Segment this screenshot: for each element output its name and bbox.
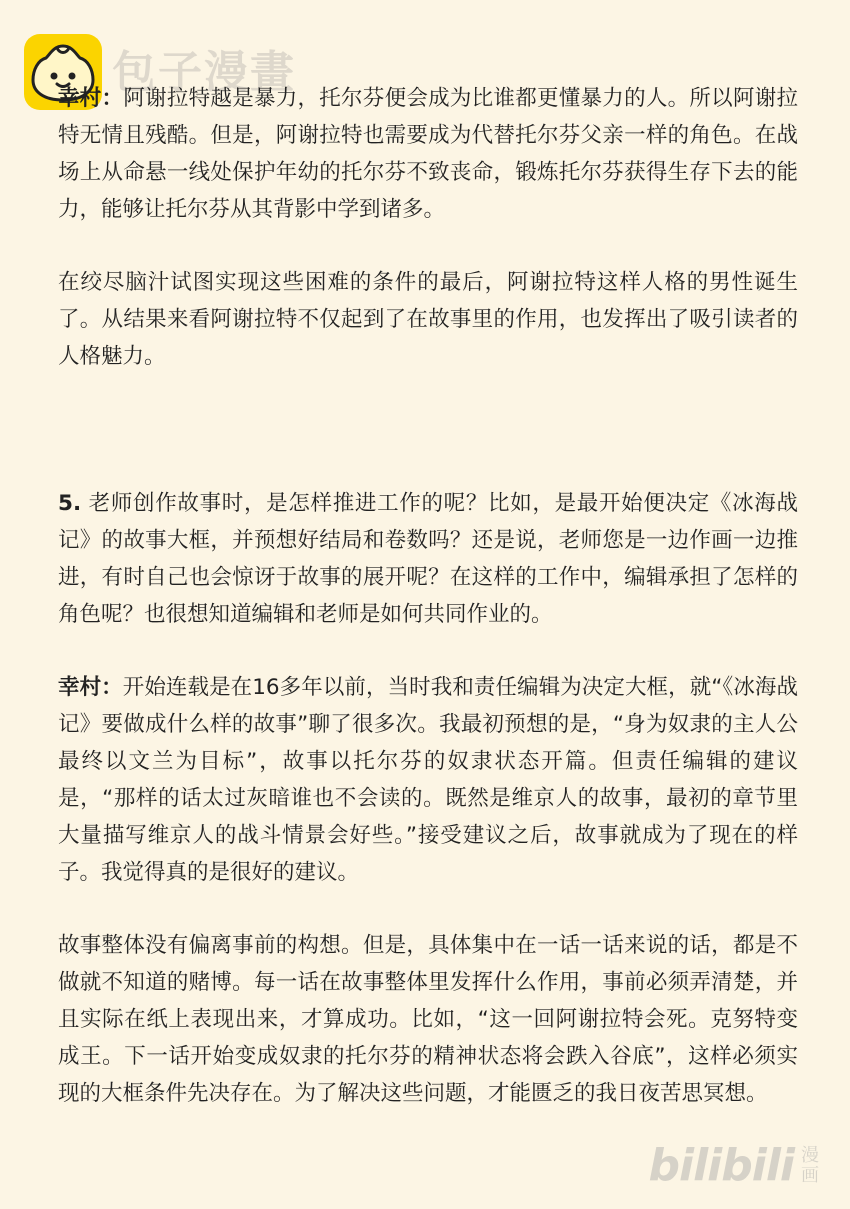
paragraph-text: 开始连载是在16多年以前，当时我和责任编辑为决定大框，就“《冰海战记》要做成什么样的故事”聊了很多次。我最初预想的是，“身为奴隶的主人公最终以文兰为目标”，故事以托尔芬的奴隶状态开篇。但责任编辑的建议是，“那样的话太过灰暗谁也不会读的。既然是维京人的故事，最初的章节里大量描写维京人的战斗情景会好些。”接受建议之后，故事就成为了现在的样子。我觉得真的是很好的建议。 xyxy=(58,675,798,885)
answer-paragraph xyxy=(58,669,798,891)
question-5 xyxy=(58,485,798,633)
watermark-text: bilibili xyxy=(648,1140,794,1191)
watermark-sub: 漫画 xyxy=(801,1144,819,1186)
bilibili-watermark xyxy=(649,1140,820,1191)
speaker-label: 幸村： xyxy=(58,86,124,111)
paragraph-1 xyxy=(58,80,798,228)
paragraph-2 xyxy=(58,264,798,375)
paragraph-text: 阿谢拉特越是暴力，托尔芬便会成为比谁都更懂暴力的人。所以阿谢拉特无情且残酷。但是，阿谢拉特也需要成为代替托尔芬父亲一样的角色。在战场上从命悬一线处保护年幼的托尔芬不致丧命，锻炼托尔芬获得生存下去的能力，能够让托尔芬从其背影中学到诸多。 xyxy=(58,86,798,222)
paragraph-5 xyxy=(58,927,798,1112)
question-number: 5. xyxy=(58,491,82,516)
paragraph-text: 在绞尽脑汁试图实现这些困难的条件的最后，阿谢拉特这样人格的男性诞生了。从结果来看阿谢拉特不仅起到了在故事里的作用，也发挥出了吸引读者的人格魅力。 xyxy=(58,270,798,369)
paragraph-text: 故事整体没有偏离事前的构想。但是，具体集中在一话一话来说的话，都是不做就不知道的赌博。每一话在故事整体里发挥什么作用，事前必须弄清楚，并且实际在纸上表现出来，才算成功。比如，“这一回阿谢拉特会死。克努特变成王。下一话开始变成奴隶的托尔芬的精神状态将会跌入谷底”，这样必须实现的大框条件先决存在。为了解决这些问题，才能匮乏的我日夜苦思冥想。 xyxy=(58,933,798,1106)
question-text: 老师创作故事时，是怎样推进工作的呢？比如，是最开始便决定《冰海战记》的故事大框，并预想好结局和卷数吗？还是说，老师您是一边作画一边推进，有时自己也会惊讶于故事的展开呢？在这样的工作中，编辑承担了怎样的角色呢？也很想知道编辑和老师是如何共同作业的。 xyxy=(58,491,798,627)
article-body xyxy=(58,80,798,1112)
speaker-label: 幸村： xyxy=(58,675,123,700)
logo-text: 包子漫畫 xyxy=(112,47,296,98)
